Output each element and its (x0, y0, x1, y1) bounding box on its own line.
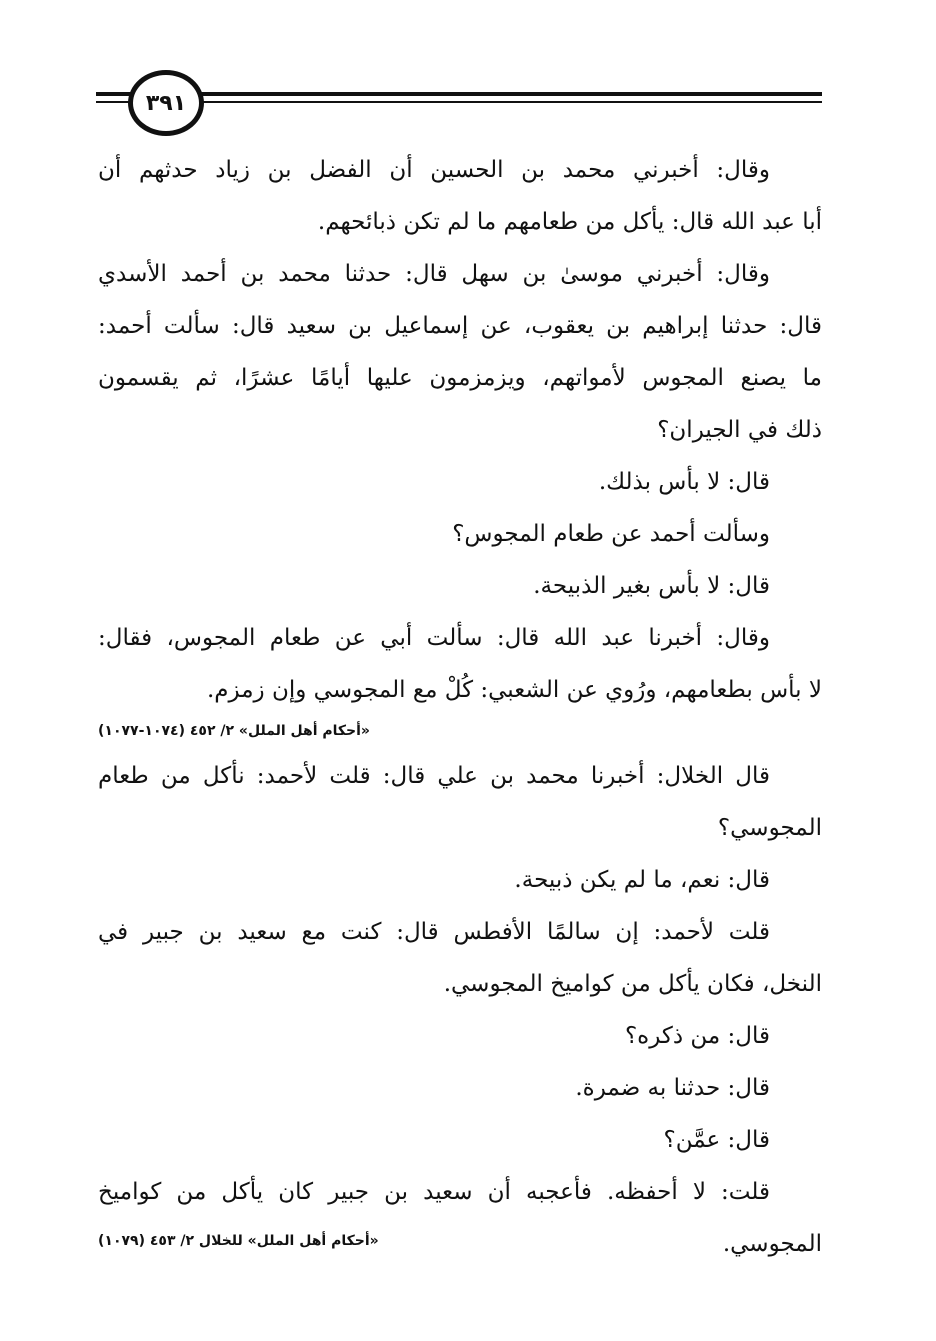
text-line: وقال: أخبرني محمد بن الحسين أن الفضل بن زياد حدثهم أن (98, 157, 770, 183)
source-citation: «أحكام أهل الملل» ٢/ ٤٥٢ (١٠٧٤-١٠٧٧) (98, 723, 370, 739)
text-line: وقال: أخبرني موسىٰ بن سهل قال: حدثنا محمد بن أحمد الأسدي (98, 261, 770, 287)
header-rule-thick (96, 92, 822, 96)
text-line: قال: حدثنا به ضمرة. (575, 1075, 770, 1101)
page-number-circle (128, 70, 204, 136)
text-line: النخل، فكان يأكل من كواميخ المجوسي. (443, 971, 822, 997)
text-line: لا بأس بطعامهم، ورُوي عن الشعبي: كُلْ مع المجوسي وإن زمزم. (206, 677, 822, 703)
text-line: قلت لأحمد: إن سالمًا الأفطس قال: كنت مع سعيد بن جبير في (98, 919, 770, 945)
text-line: ذلك في الجيران؟ (657, 417, 822, 443)
text-line: أبا عبد الله قال: يأكل من طعامهم ما لم تكن ذبائحهم. (317, 209, 822, 235)
text-line: المجوسي؟ (717, 815, 822, 841)
header-rule-thin (96, 101, 822, 103)
text-line: وقال: أخبرنا عبد الله قال: سألت أبي عن طعام المجوس، فقال: (98, 625, 770, 651)
text-line: قال: من ذكره؟ (624, 1023, 770, 1049)
text-line: قال: لا بأس بذلك. (598, 469, 770, 495)
text-line: المجوسي. (722, 1231, 822, 1257)
text-line: قال الخلال: أخبرنا محمد بن علي قال: قلت لأحمد: نأكل من طعام (98, 763, 770, 789)
text-line: قال: عمَّن؟ (663, 1127, 770, 1153)
source-citation: «أحكام أهل الملل» للخلال ٢/ ٤٥٣ (١٠٧٩) (98, 1233, 379, 1249)
page-number: ٣٩١ (145, 90, 187, 116)
text-line: قلت: لا أحفظه. فأعجبه أن سعيد بن جبير كان يأكل من كواميخ (98, 1179, 770, 1205)
page-header (96, 70, 822, 136)
text-line: قال: نعم، ما لم يكن ذبيحة. (514, 867, 770, 893)
text-line: قال: حدثنا إبراهيم بن يعقوب، عن إسماعيل بن سعيد قال: سألت أحمد: (98, 313, 822, 339)
text-line: وسألت أحمد عن طعام المجوس؟ (452, 521, 770, 547)
text-line: قال: لا بأس بغير الذبيحة. (533, 573, 770, 599)
text-line: ما يصنع المجوس لأمواتهم، ويزمزمون عليها أيامًا عشرًا، ثم يقسمون (98, 365, 822, 391)
